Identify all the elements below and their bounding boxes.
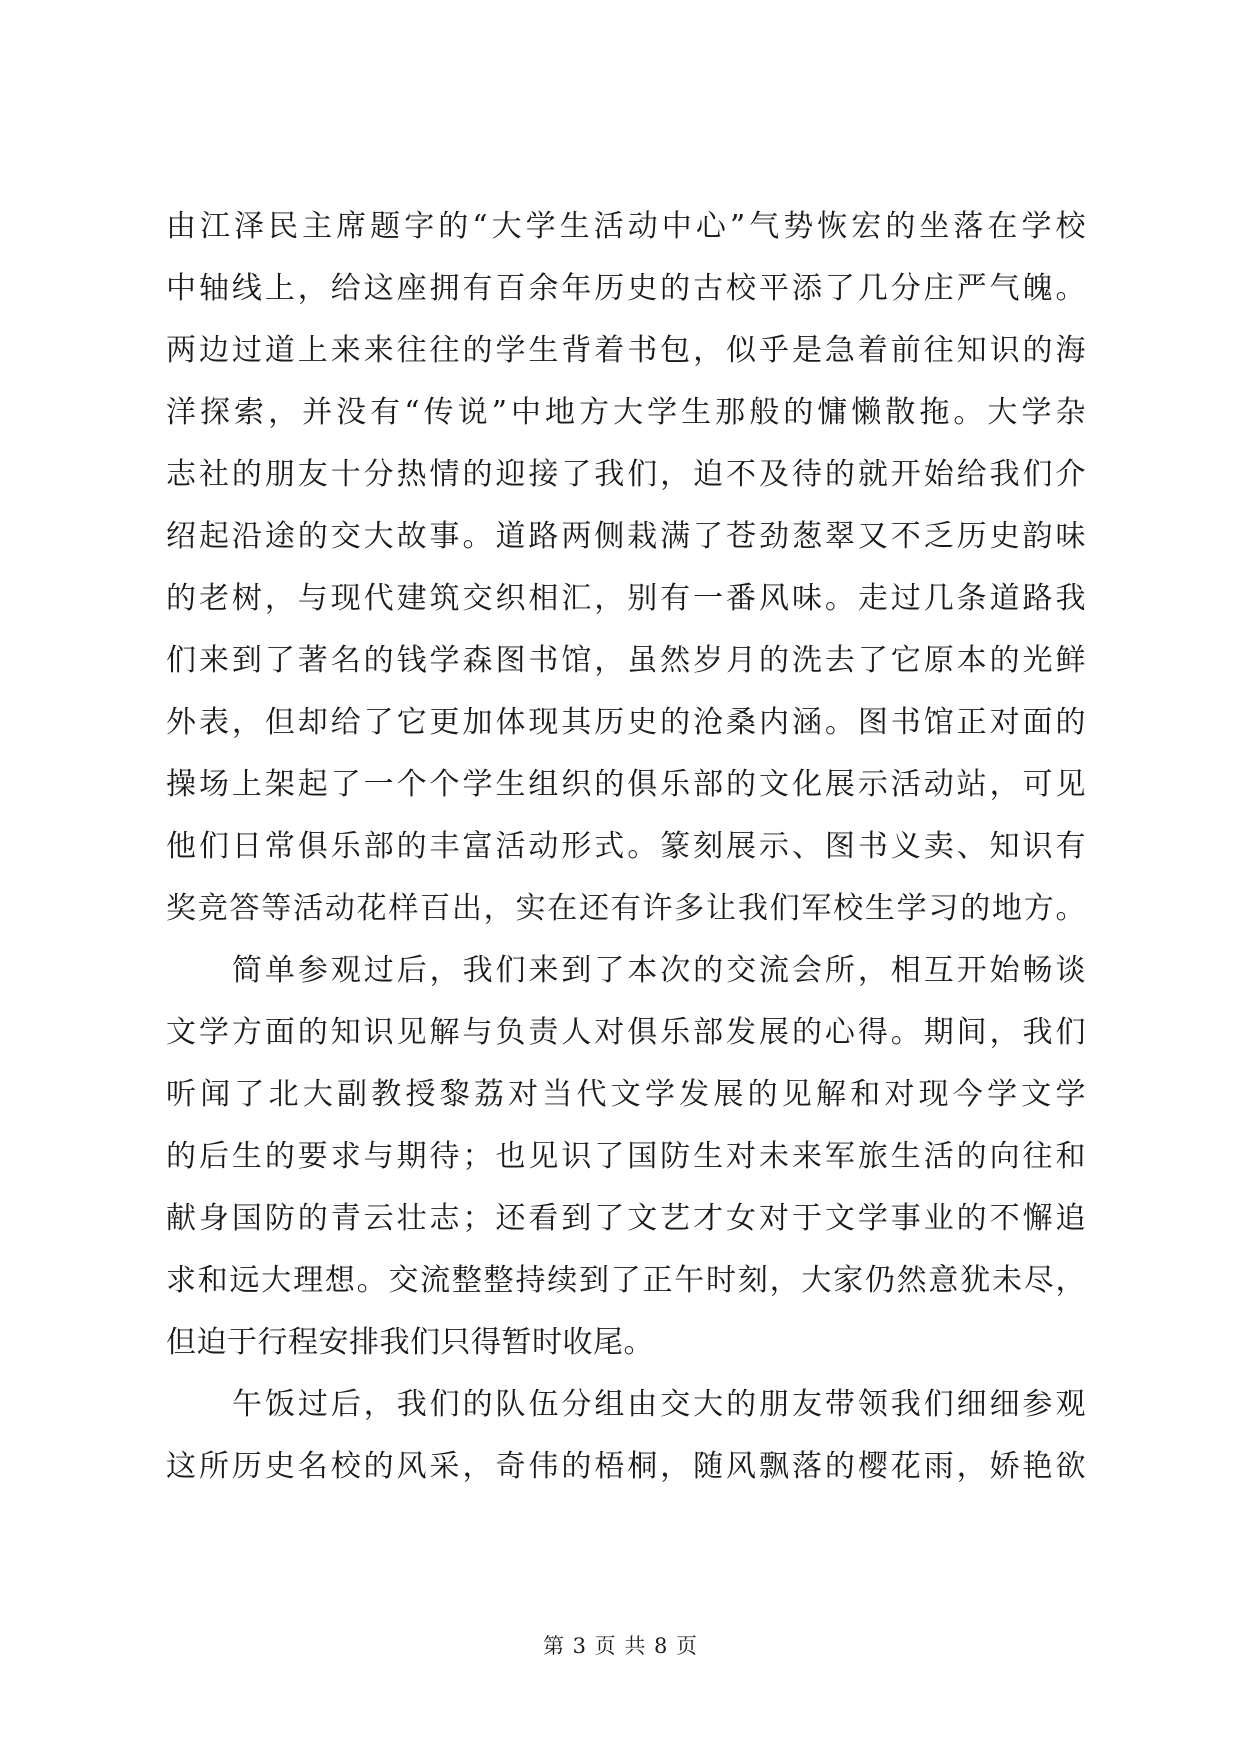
text-line: 他们日常俱乐部的丰富活动形式。篆刻展示、图书义卖、知识有 [166, 829, 1086, 864]
text-line: 志社的朋友十分热情的迎接了我们，迫不及待的就开始给我们介 [166, 457, 1086, 492]
text-line: 操场上架起了一个个学生组织的俱乐部的文化展示活动站，可见 [166, 767, 1086, 802]
text-line: 求和远大理想。交流整整持续到了正午时刻，大家仍然意犹未尽， [166, 1263, 1086, 1298]
text-line: 由江泽民主席题字的“大学生活动中心”气势恢宏的坐落在学校 [166, 209, 1086, 244]
page-number-footer: 第 3 页 共 8 页 [542, 1634, 699, 1658]
text-line: 的老树，与现代建筑交织相汇，别有一番风味。走过几条道路我 [166, 581, 1086, 616]
text-line: 这所历史名校的风采，奇伟的梧桐，随风飘落的樱花雨，娇艳欲 [166, 1449, 1086, 1484]
text-line: 献身国防的青云壮志；还看到了文艺才女对于文学事业的不懈追 [166, 1201, 1086, 1236]
text-line: 洋探索，并没有“传说”中地方大学生那般的慵懒散拖。大学杂 [166, 395, 1086, 430]
text-line: 中轴线上，给这座拥有百余年历史的古校平添了几分庄严气魄。 [166, 271, 1086, 306]
text-line: 听闻了北大副教授黎荔对当代文学发展的见解和对现今学文学 [166, 1077, 1086, 1112]
text-line: 两边过道上来来往往的学生背着书包，似乎是急着前往知识的海 [166, 333, 1086, 368]
text-line: 简单参观过后，我们来到了本次的交流会所，相互开始畅谈 [232, 953, 1086, 988]
text-line: 但迫于行程安排我们只得暂时收尾。 [166, 1325, 654, 1360]
text-line: 文学方面的知识见解与负责人对俱乐部发展的心得。期间，我们 [166, 1015, 1086, 1050]
document-body [166, 196, 1086, 1498]
text-line: 们来到了著名的钱学森图书馆，虽然岁月的洗去了它原本的光鲜 [166, 643, 1086, 678]
text-line: 的后生的要求与期待；也见识了国防生对未来军旅生活的向往和 [166, 1139, 1086, 1174]
text-line: 外表，但却给了它更加体现其历史的沧桑内涵。图书馆正对面的 [166, 705, 1086, 740]
text-line: 绍起沿途的交大故事。道路两侧栽满了苍劲葱翠又不乏历史韵味 [166, 519, 1086, 554]
text-line: 午饭过后，我们的队伍分组由交大的朋友带领我们细细参观 [232, 1387, 1086, 1422]
text-line: 奖竞答等活动花样百出，实在还有许多让我们军校生学习的地方。 [166, 891, 1086, 926]
